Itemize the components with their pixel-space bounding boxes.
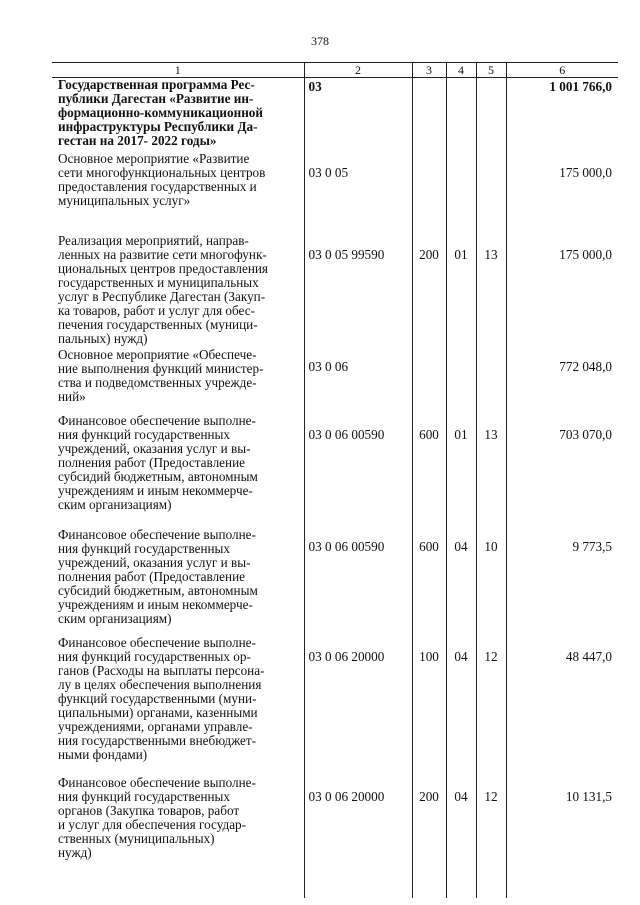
- row-name-line: Финансовое обеспечение выполне-: [58, 413, 256, 428]
- row-name-line: ства и подведомственных учрежде-: [58, 375, 257, 390]
- row-name-line: учреждениями, органами управле-: [58, 719, 253, 734]
- header-col-6: 6: [506, 63, 618, 78]
- row-expense-type: 600: [412, 528, 446, 636]
- row-name-line: циональных центров предоставления: [58, 261, 269, 276]
- row-name-line: субсидий бюджетным, автономным: [58, 583, 258, 598]
- row-expense-type: 200: [412, 234, 446, 348]
- row-name-line: учреждениям и иным некоммерче-: [58, 597, 253, 612]
- row-name-line: пальных) нужд): [58, 331, 148, 346]
- row-section: 04: [446, 636, 476, 776]
- row-name-line: учреждений, оказания услуг и вы-: [58, 555, 251, 570]
- table-row: [52, 636, 618, 776]
- row-name-line: формационно-коммуникационной: [58, 105, 264, 120]
- row-subsection: 13: [476, 234, 506, 348]
- row-name-line: ния государственными внебюджет-: [58, 733, 257, 748]
- table-row: [52, 78, 618, 153]
- row-name-line: ние выполнения функций министер-: [58, 361, 264, 376]
- row-name-line: Финансовое обеспечение выполне-: [58, 527, 256, 542]
- row-amount: 175 000,0: [506, 152, 618, 234]
- row-section: [446, 78, 476, 153]
- table-row: [52, 348, 618, 414]
- row-name-line: ганов (Расходы на выплаты персона-: [58, 663, 265, 678]
- row-name: [52, 152, 304, 234]
- row-name-line: ния функций государственных: [58, 789, 231, 804]
- row-name-line: ским организациям): [58, 611, 172, 626]
- header-row: [52, 63, 618, 78]
- table-row: [52, 152, 618, 234]
- row-name: [52, 348, 304, 414]
- row-subsection: 13: [476, 414, 506, 528]
- row-name-line: сети многофункциональных центров: [58, 165, 266, 180]
- row-target-code: 03: [304, 78, 412, 153]
- row-target-code: 03 0 06: [304, 348, 412, 414]
- row-amount: 1 001 766,0: [506, 78, 618, 153]
- header-col-3: 3: [412, 63, 446, 78]
- row-amount: 772 048,0: [506, 348, 618, 414]
- row-target-code: 03 0 05 99590: [304, 234, 412, 348]
- budget-table: [52, 62, 618, 898]
- row-name-line: инфраструктуры Республики Да-: [58, 119, 258, 134]
- row-name-line: нужд): [58, 845, 92, 860]
- row-name-line: Финансовое обеспечение выполне-: [58, 775, 256, 790]
- row-subsection: [476, 152, 506, 234]
- row-amount: 9 773,5: [506, 528, 618, 636]
- row-name: [52, 776, 304, 898]
- row-expense-type: [412, 348, 446, 414]
- row-name-line: учреждений, оказания услуг и вы-: [58, 441, 251, 456]
- row-name-line: Реализация мероприятий, направ-: [58, 233, 249, 248]
- page-number: 378: [311, 34, 329, 48]
- row-amount: 175 000,0: [506, 234, 618, 348]
- row-section: 01: [446, 234, 476, 348]
- row-subsection: [476, 348, 506, 414]
- row-name-line: ским организациям): [58, 497, 172, 512]
- row-name-line: функций государственными (муни-: [58, 691, 257, 706]
- row-name-line: предоставления государственных и: [58, 179, 257, 194]
- row-subsection: [476, 78, 506, 153]
- row-name-line: услуг в Республике Дагестан (Закуп-: [58, 289, 266, 304]
- row-target-code: 03 0 06 00590: [304, 414, 412, 528]
- row-name-line: ния функций государственных: [58, 541, 231, 556]
- row-name: [52, 636, 304, 776]
- row-name-line: субсидий бюджетным, автономным: [58, 469, 258, 484]
- row-name-line: ния функций государственных: [58, 427, 231, 442]
- table-row: [52, 776, 618, 898]
- row-name-line: лу в целях обеспечения выполнения: [58, 677, 262, 692]
- row-name-line: ными фондами): [58, 747, 148, 762]
- row-subsection: 12: [476, 636, 506, 776]
- row-name-line: и услуг для обеспечения государ-: [58, 817, 247, 832]
- row-target-code: 03 0 06 20000: [304, 776, 412, 898]
- row-amount: 48 447,0: [506, 636, 618, 776]
- table-row: [52, 414, 618, 528]
- row-name-line: полнения работ (Предоставление: [58, 569, 245, 584]
- row-target-code: 03 0 06 20000: [304, 636, 412, 776]
- row-amount: 703 070,0: [506, 414, 618, 528]
- row-name: [52, 414, 304, 528]
- row-name-line: Основное мероприятие «Обеспече-: [58, 347, 257, 362]
- row-name-line: учреждениям и иным некоммерче-: [58, 483, 253, 498]
- row-expense-type: 200: [412, 776, 446, 898]
- row-subsection: 12: [476, 776, 506, 898]
- row-expense-type: [412, 78, 446, 153]
- row-name: [52, 78, 304, 153]
- row-name-line: муниципальных услуг»: [58, 193, 191, 208]
- row-name: [52, 528, 304, 636]
- row-expense-type: [412, 152, 446, 234]
- row-name-line: ленных на развитие сети многофунк-: [58, 247, 267, 262]
- row-name-line: публики Дагестан «Развитие ин-: [58, 91, 254, 106]
- row-name-line: ственных (муниципальных): [58, 831, 215, 846]
- row-name-line: ка товаров, работ и услуг для обес-: [58, 303, 255, 318]
- row-name-line: полнения работ (Предоставление: [58, 455, 245, 470]
- row-section: [446, 348, 476, 414]
- row-name: [52, 234, 304, 348]
- header-col-4: 4: [446, 63, 476, 78]
- row-expense-type: 100: [412, 636, 446, 776]
- table-body: [52, 78, 618, 899]
- row-section: [446, 152, 476, 234]
- row-section: 04: [446, 776, 476, 898]
- row-name-line: Государственная программа Рес-: [58, 77, 255, 92]
- header-col-2: 2: [304, 63, 412, 78]
- row-name-line: печения государственных (муници-: [58, 317, 258, 332]
- row-section: 01: [446, 414, 476, 528]
- table-row: [52, 528, 618, 636]
- table-row: [52, 234, 618, 348]
- row-target-code: 03 0 05: [304, 152, 412, 234]
- row-section: 04: [446, 528, 476, 636]
- row-name-line: Финансовое обеспечение выполне-: [58, 635, 256, 650]
- header-col-5: 5: [476, 63, 506, 78]
- row-name-line: ний»: [58, 389, 86, 404]
- header-col-1: 1: [52, 63, 304, 78]
- row-target-code: 03 0 06 00590: [304, 528, 412, 636]
- row-name-line: ния функций государственных ор-: [58, 649, 251, 664]
- row-name-line: гестан на 2017- 2022 годы»: [58, 133, 217, 148]
- row-subsection: 10: [476, 528, 506, 636]
- row-amount: 10 131,5: [506, 776, 618, 898]
- row-name-line: органов (Закупка товаров, работ: [58, 803, 240, 818]
- row-expense-type: 600: [412, 414, 446, 528]
- row-name-line: государственных и муниципальных: [58, 275, 259, 290]
- row-name-line: Основное мероприятие «Развитие: [58, 151, 250, 166]
- row-name-line: ципальными) органами, казенными: [58, 705, 258, 720]
